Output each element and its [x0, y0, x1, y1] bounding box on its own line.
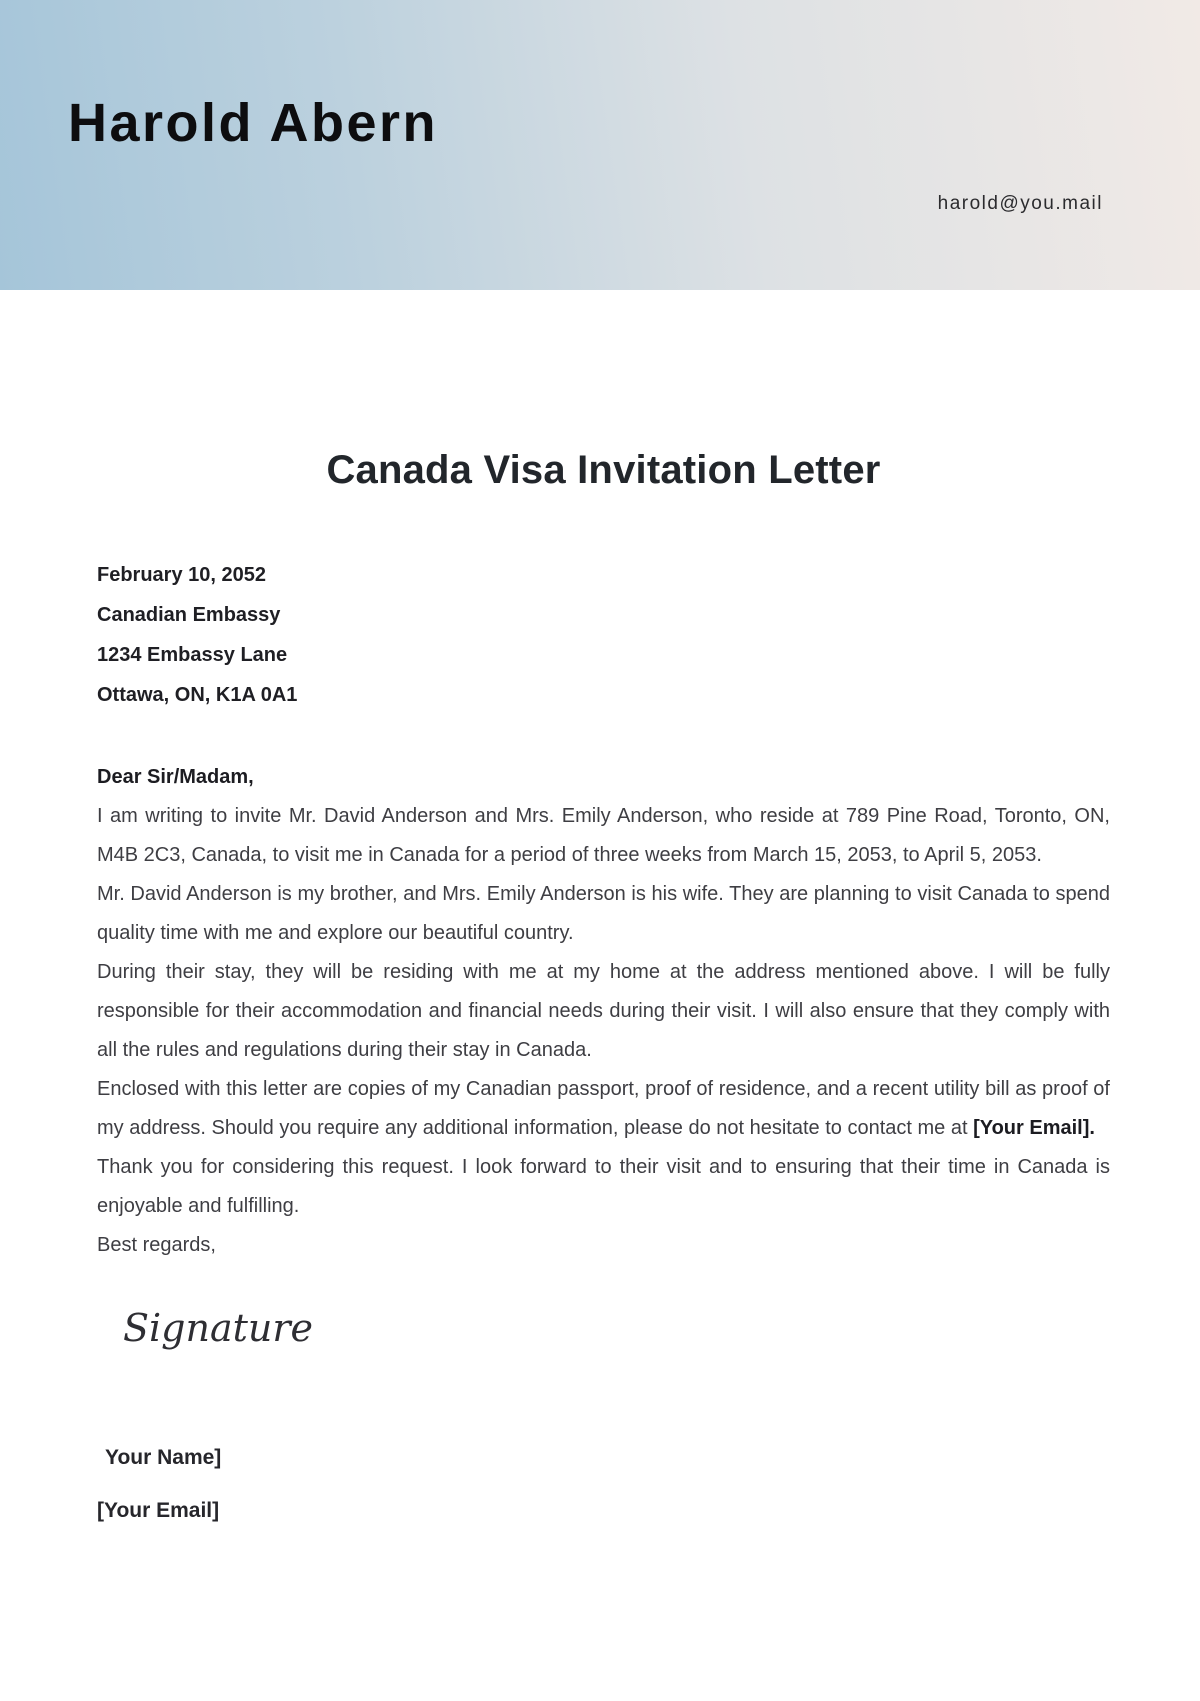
address-line: 1234 Embassy Lane: [97, 644, 288, 666]
letter-body: [97, 758, 1110, 1265]
closing: Best regards,: [97, 1234, 216, 1256]
your-email-placeholder: [Your Email].: [973, 1117, 1095, 1139]
date-address-block: [97, 555, 1110, 715]
paragraph-4-text: Enclosed with this letter are copies of my Canadian passport, proof of residence, and a recent utility bill as proof of my address. Should you require any additional information, please do not hesitate to contact me at: [97, 1078, 1110, 1139]
body-paragraph-2: Mr. David Anderson is my brother, and Mrs. Emily Anderson is his wife. They are planning to visit Canada to spend quality time with me and explore our beautiful country.: [97, 883, 1110, 944]
letter-content: [0, 290, 1200, 1523]
body-paragraph-4: [97, 1070, 1110, 1148]
letter-title: Canada Visa Invitation Letter: [326, 448, 881, 492]
sender-name: Harold Abern: [68, 93, 439, 153]
salutation: Dear Sir/Madam,: [97, 766, 254, 788]
your-email-footer-placeholder: [Your Email]: [97, 1499, 220, 1522]
your-name-placeholder: Your Name]: [105, 1446, 222, 1469]
address-line: Ottawa, ON, K1A 0A1: [97, 684, 298, 706]
sender-email: harold@you.mail: [937, 193, 1103, 214]
body-paragraph-5: Thank you for considering this request. I look forward to their visit and to ensuring that their time in Canada is enjoyable and fulfilling.: [97, 1156, 1110, 1217]
body-paragraph-3: During their stay, they will be residing with me at my home at the address mentioned above. I will be fully responsible for their accommodation and financial needs during their visit. I will also ensure that they comply with all the rules and regulations during their stay in Canada.: [97, 961, 1110, 1061]
address-line: Canadian Embassy: [97, 604, 281, 626]
letterhead: [0, 0, 1200, 290]
body-paragraph-1: I am writing to invite Mr. David Anderson and Mrs. Emily Anderson, who reside at 789 Pine Road, Toronto, ON, M4B 2C3, Canada, to visit me in Canada for a period of three weeks from March 15, 2053, to April 5, 2053.: [97, 805, 1110, 866]
signature-script: Signature: [123, 1306, 314, 1350]
letter-date: February 10, 2052: [97, 564, 266, 586]
